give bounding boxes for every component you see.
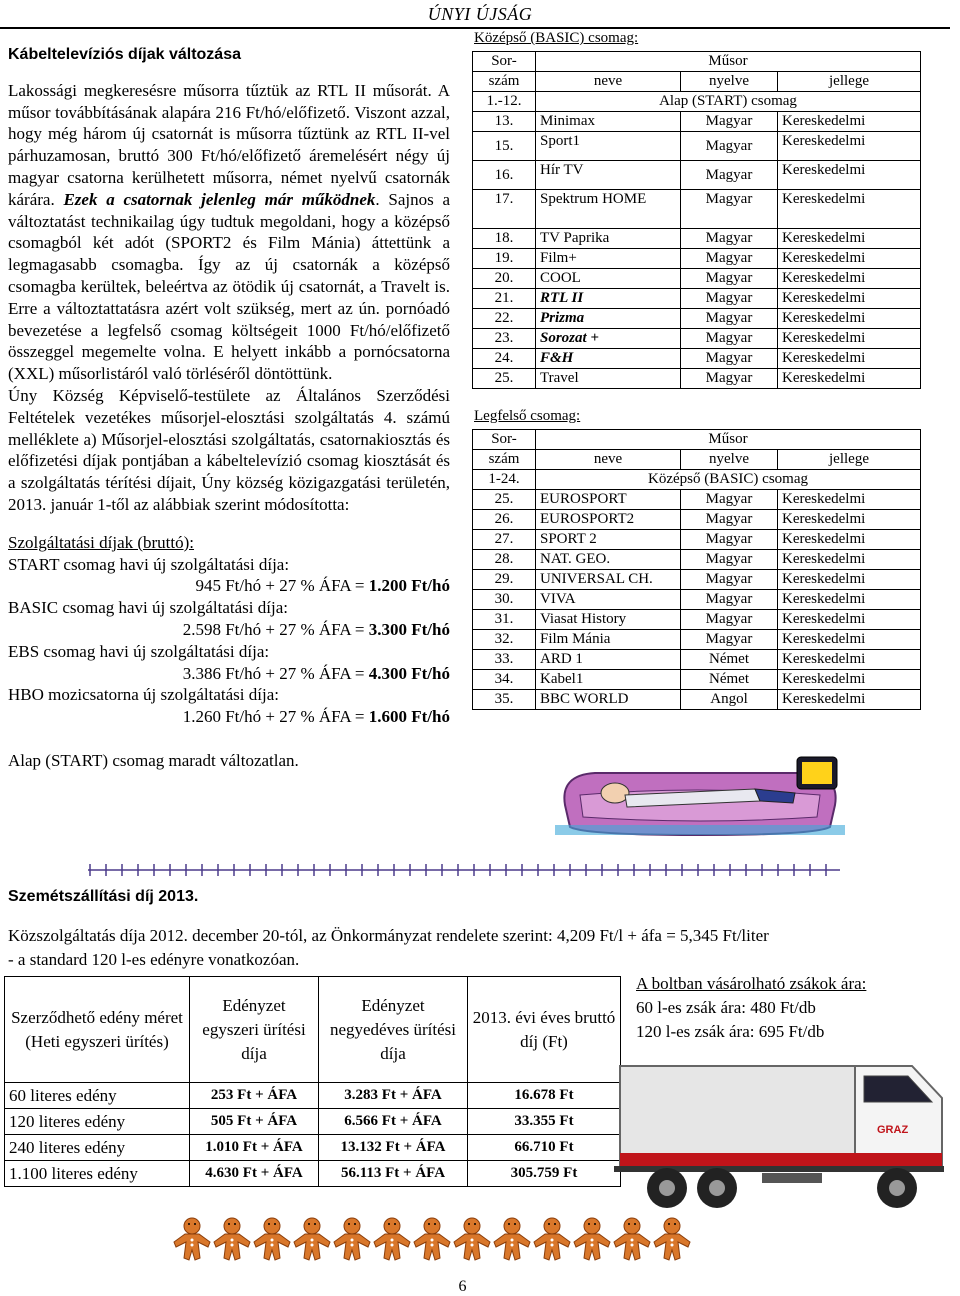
cell-name: COOL <box>536 269 681 289</box>
cell-number: 29. <box>473 570 536 590</box>
cell-number: 21. <box>473 289 536 309</box>
waste-fee-table <box>4 976 621 1187</box>
gingerbread-figure <box>494 1218 530 1260</box>
cell-name: Minimax <box>536 112 681 132</box>
header-sor: Sor- <box>473 52 536 72</box>
fee-calc <box>8 663 450 685</box>
fee-calc-text: 3.386 Ft/hó + 27 % ÁFA = <box>182 663 369 683</box>
alap-note: Alap (START) csomag maradt változatlan. <box>8 750 299 770</box>
bag-prices-title: A boltban vásárolható zsákok ára: <box>636 974 867 993</box>
cell-number: 19. <box>473 249 536 269</box>
basic-caption: Középső (BASIC) csomag: <box>474 30 639 46</box>
fee-total: 4.300 Ft/hó <box>368 663 450 683</box>
table-row <box>473 470 921 490</box>
single-fee: 505 Ft + ÁFA <box>190 1109 319 1135</box>
table-row <box>473 490 921 510</box>
cell-number: 26. <box>473 510 536 530</box>
header-szam: szám <box>473 450 536 470</box>
table-row <box>473 132 921 161</box>
cell-name: Prizma <box>536 309 681 329</box>
annual-fee: 66.710 Ft <box>468 1135 621 1161</box>
table-header-row <box>473 450 921 470</box>
cell-language: Magyar <box>681 269 778 289</box>
bin-size: 240 literes edény <box>5 1135 190 1161</box>
cell-language: Magyar <box>681 249 778 269</box>
header-musor: Műsor <box>536 430 921 450</box>
cell-number: 28. <box>473 550 536 570</box>
annual-fee: 16.678 Ft <box>468 1083 621 1109</box>
quarter-fee: 13.132 Ft + ÁFA <box>319 1135 468 1161</box>
cell-language: Magyar <box>681 161 778 190</box>
gingerbread-figure <box>334 1218 370 1260</box>
cell-name: ARD 1 <box>536 650 681 670</box>
cell-name: Hír TV <box>536 161 681 190</box>
quarter-fee: 3.283 Ft + ÁFA <box>319 1083 468 1109</box>
cell-type: Kereskedelmi <box>778 229 921 249</box>
cell-language: Magyar <box>681 309 778 329</box>
table-header-row <box>473 72 921 92</box>
fee-label: EBS csomag havi új szolgáltatási díja: <box>8 641 270 661</box>
cell-name: UNIVERSAL CH. <box>536 570 681 590</box>
table-row <box>473 369 921 389</box>
cell-name: Spektrum HOME <box>536 190 681 229</box>
gingerbread-figure <box>214 1218 250 1260</box>
article-paragraph-1 <box>8 80 450 385</box>
cell-type: Kereskedelmi <box>778 590 921 610</box>
table-row <box>5 1109 621 1135</box>
cell-type: Kereskedelmi <box>778 329 921 349</box>
fees-title: Szolgáltatási díjak (bruttó): <box>8 532 195 552</box>
single-fee: 253 Ft + ÁFA <box>190 1083 319 1109</box>
header-neve: neve <box>536 72 681 92</box>
fee-calc-text: 1.260 Ft/hó + 27 % ÁFA = <box>182 707 369 727</box>
cell-number: 23. <box>473 329 536 349</box>
header-szam: szám <box>473 72 536 92</box>
cell-type: Kereskedelmi <box>778 309 921 329</box>
table-row <box>473 329 921 349</box>
table-row <box>473 289 921 309</box>
cell-type: Kereskedelmi <box>778 570 921 590</box>
cell-name: Sorozat + <box>536 329 681 349</box>
cell-number: 25. <box>473 369 536 389</box>
cell-language: Magyar <box>681 590 778 610</box>
merged-text: Alap (START) csomag <box>536 92 921 112</box>
cell-number: 34. <box>473 670 536 690</box>
cell-language: Magyar <box>681 530 778 550</box>
cell-type: Kereskedelmi <box>778 670 921 690</box>
header-nyelve: nyelve <box>681 72 778 92</box>
header-jellege: jellege <box>778 72 921 92</box>
bin-size: 60 literes edény <box>5 1083 190 1109</box>
basic-table <box>472 51 921 389</box>
cell-number: 16. <box>473 161 536 190</box>
fees-list <box>8 554 450 728</box>
col-header-annual: 2013. évi éves bruttó díj (Ft) <box>468 977 621 1083</box>
cell-type: Kereskedelmi <box>778 289 921 309</box>
cell-type: Kereskedelmi <box>778 190 921 229</box>
annual-fee: 305.759 Ft <box>468 1161 621 1187</box>
para1-end: . Sajnos a változtatást technikailag úgy tudtuk megoldani, hogy a középső csomagból két adót (SPORT2 és Film Mánia) áttettünk a legmagasabb csomagba. Így az új csatornák a középső csomagba kerültek, beleértva az ötödik új csatornát, a Travelt is. Erre a változtattatásra azért volt szükség, mert az ún. pornóadó bevezetése a legfelső csomag költségeit 1000 Ft/hó/előfizető összeggel megemelte volna. E helyett inkább a pornócsatorna (XXL) műsorlistáról való törléséről döntöttünk. <box>8 189 451 384</box>
truck-logo: GRAZ <box>877 1124 909 1136</box>
cell-name: Film+ <box>536 249 681 269</box>
fee-calc <box>8 575 450 597</box>
cell-name: Travel <box>536 369 681 389</box>
cell-number: 18. <box>473 229 536 249</box>
cell-type: Kereskedelmi <box>778 510 921 530</box>
cell-language: Német <box>681 670 778 690</box>
single-fee: 1.010 Ft + ÁFA <box>190 1135 319 1161</box>
cell-language: Magyar <box>681 190 778 229</box>
para1-start: Lakossági megkeresésre műsorra tűztük az RTL II műsorát. A műsor továbbításának alapára 216 Ft/hó/előfizető. Viszont azzal, hogy még három új csatornát is műsorra tűztünk az RTL II-vel párhuzamosan, bruttó 300 Ft/hó/előfizető áremelésért négy új magyar csatorna kerülhetett műsorra, német nyelvű csatornák kárára. <box>8 80 450 209</box>
fee-calc <box>8 706 450 728</box>
header-nyelve: nyelve <box>681 450 778 470</box>
cell-type: Kereskedelmi <box>778 650 921 670</box>
cell-language: Magyar <box>681 349 778 369</box>
table-row <box>473 670 921 690</box>
cell-language: Magyar <box>681 229 778 249</box>
fee-calc-text: 2.598 Ft/hó + 27 % ÁFA = <box>182 619 369 639</box>
cell-language: Magyar <box>681 490 778 510</box>
cell-type: Kereskedelmi <box>778 490 921 510</box>
gingerbread-figure <box>534 1218 570 1260</box>
table-row <box>473 690 921 710</box>
top-table <box>472 429 921 710</box>
table-row <box>473 161 921 190</box>
gingerbread-figure <box>174 1218 210 1260</box>
cell-language: Magyar <box>681 289 778 309</box>
waste-rows <box>5 1083 621 1187</box>
table-row <box>473 269 921 289</box>
table-row <box>5 1135 621 1161</box>
header-sor: Sor- <box>473 430 536 450</box>
table-row <box>473 550 921 570</box>
header-musor: Műsor <box>536 52 921 72</box>
cell-number: 13. <box>473 112 536 132</box>
table-row <box>473 349 921 369</box>
table-row <box>473 112 921 132</box>
bag-prices <box>636 972 866 1044</box>
cell-type: Kereskedelmi <box>778 132 921 161</box>
page-header <box>0 0 960 28</box>
col-header-quarter: Edényzet negyedéves ürítési díja <box>319 977 468 1083</box>
cell-name: RTL II <box>536 289 681 309</box>
cell-name: NAT. GEO. <box>536 550 681 570</box>
cell-number: 32. <box>473 630 536 650</box>
cell-number: 33. <box>473 650 536 670</box>
cell-type: Kereskedelmi <box>778 349 921 369</box>
cell-type: Kereskedelmi <box>778 630 921 650</box>
fee-label: BASIC csomag havi új szolgáltatási díja: <box>8 598 288 618</box>
cell-language: Magyar <box>681 510 778 530</box>
merged-num: 1.-12. <box>473 92 536 112</box>
cell-language: Magyar <box>681 112 778 132</box>
cell-number: 22. <box>473 309 536 329</box>
cell-language: Magyar <box>681 132 778 161</box>
cell-name: Viasat History <box>536 610 681 630</box>
cell-name: Kabel1 <box>536 670 681 690</box>
cell-name: BBC WORLD <box>536 690 681 710</box>
cell-type: Kereskedelmi <box>778 269 921 289</box>
table-header-row <box>473 430 921 450</box>
table-row <box>473 610 921 630</box>
cell-name: Film Mánia <box>536 630 681 650</box>
gingerbread-decoration <box>170 1212 700 1272</box>
table-row <box>473 190 921 229</box>
cell-number: 31. <box>473 610 536 630</box>
merged-num: 1-24. <box>473 470 536 490</box>
table-row <box>473 249 921 269</box>
cell-name: TV Paprika <box>536 229 681 249</box>
cell-number: 17. <box>473 190 536 229</box>
fee-total: 1.200 Ft/hó <box>368 576 450 596</box>
cell-type: Kereskedelmi <box>778 550 921 570</box>
cell-name: EUROSPORT <box>536 490 681 510</box>
merged-text: Középső (BASIC) csomag <box>536 470 921 490</box>
bag-price-60: 60 l-es zsák ára: 480 Ft/db <box>636 998 816 1017</box>
gingerbread-figure <box>614 1218 650 1260</box>
cell-language: Német <box>681 650 778 670</box>
waste-heading: Szemétszállítási díj 2013. <box>8 888 199 905</box>
table-row <box>473 650 921 670</box>
annual-fee: 33.355 Ft <box>468 1109 621 1135</box>
table-row <box>473 590 921 610</box>
quarter-fee: 6.566 Ft + ÁFA <box>319 1109 468 1135</box>
fee-label: START csomag havi új szolgáltatási díja: <box>8 554 290 574</box>
gingerbread-figure <box>454 1218 490 1260</box>
dotted-separator <box>88 862 840 878</box>
fee-calc <box>8 619 450 641</box>
fee-label: HBO mozicsatorna új szolgáltatási díja: <box>8 685 279 705</box>
cell-type: Kereskedelmi <box>778 161 921 190</box>
header-neve: neve <box>536 450 681 470</box>
page-number: 6 <box>458 1278 467 1295</box>
cell-number: 15. <box>473 132 536 161</box>
gingerbread-figure <box>254 1218 290 1260</box>
cell-name: Sport1 <box>536 132 681 161</box>
fee-total: 1.600 Ft/hó <box>368 707 450 727</box>
cell-language: Magyar <box>681 630 778 650</box>
table-row <box>5 1083 621 1109</box>
cell-language: Magyar <box>681 570 778 590</box>
cell-language: Magyar <box>681 369 778 389</box>
channel-tables <box>472 29 960 710</box>
gingerbread-figure <box>294 1218 330 1260</box>
header-jellege: jellege <box>778 450 921 470</box>
col-header-single: Edényzet egyszeri ürítési díja <box>190 977 319 1083</box>
waste-intro-1: Közszolgáltatás díja 2012. december 20-tól, az Önkormányzat rendelete szerint: 4,209 Ft/l + áfa = 5,345 Ft/liter <box>8 926 769 945</box>
waste-intro-2: - a standard 120 l-es edényre vonatkozóan. <box>8 950 300 969</box>
waste-header-row <box>5 977 621 1083</box>
cell-name: EUROSPORT2 <box>536 510 681 530</box>
cell-number: 25. <box>473 490 536 510</box>
top-caption: Legfelső csomag: <box>474 408 581 424</box>
cell-type: Kereskedelmi <box>778 369 921 389</box>
article-paragraph-2: Úny Község Képviselő-testülete az Általános Szerződési Feltételek vezetékes műsorjel-elosztási szolgáltatás 4. számú melléklete a) Műsorjel-elosztási szolgáltatás, csatornakiosztás és előfizetési díjak pontjában a kábeltelevízió csomag kiosztását és a szolgáltatás térítési díjait, Úny község közigazgatási területén, 2013. január 1-től az alábbiak szerint módosította: <box>8 385 450 514</box>
table-row <box>473 570 921 590</box>
table-row <box>473 309 921 329</box>
cell-name: F&H <box>536 349 681 369</box>
basic-rows <box>473 112 921 389</box>
cell-language: Magyar <box>681 550 778 570</box>
bin-size: 120 literes edény <box>5 1109 190 1135</box>
cell-type: Kereskedelmi <box>778 690 921 710</box>
table-row <box>473 229 921 249</box>
cell-name: SPORT 2 <box>536 530 681 550</box>
single-fee: 4.630 Ft + ÁFA <box>190 1161 319 1187</box>
col-header-size: Szerződhető edény méret (Heti egyszeri ürítés) <box>5 977 190 1083</box>
garbage-truck-illustration <box>612 1038 957 1213</box>
table-header-row <box>473 52 921 72</box>
gingerbread-figure <box>414 1218 450 1260</box>
cell-name: VIVA <box>536 590 681 610</box>
cell-number: 27. <box>473 530 536 550</box>
table-row <box>473 92 921 112</box>
gingerbread-figure <box>574 1218 610 1260</box>
cell-number: 30. <box>473 590 536 610</box>
fee-total: 3.300 Ft/hó <box>368 619 450 639</box>
gingerbread-figure <box>654 1218 690 1260</box>
newspaper-title: ÚNYI ÚJSÁG <box>427 4 533 24</box>
table-row <box>473 510 921 530</box>
cell-number: 35. <box>473 690 536 710</box>
cell-language: Magyar <box>681 610 778 630</box>
sofa-illustration <box>555 755 845 840</box>
cell-language: Angol <box>681 690 778 710</box>
gingerbread-figure <box>374 1218 410 1260</box>
cell-number: 20. <box>473 269 536 289</box>
para1-emphasis: Ezek a csatornak jelenleg már működnek <box>63 189 376 209</box>
article-heading: Kábeltelevíziós díjak változása <box>8 46 241 63</box>
cell-type: Kereskedelmi <box>778 610 921 630</box>
table-row <box>5 1161 621 1187</box>
waste-section <box>8 888 948 972</box>
cell-number: 24. <box>473 349 536 369</box>
table-row <box>473 530 921 550</box>
cell-type: Kereskedelmi <box>778 249 921 269</box>
cell-language: Magyar <box>681 329 778 349</box>
top-rows <box>473 490 921 710</box>
cable-tv-article <box>8 44 450 772</box>
table-row <box>473 630 921 650</box>
cell-type: Kereskedelmi <box>778 530 921 550</box>
cell-type: Kereskedelmi <box>778 112 921 132</box>
bin-size: 1.100 literes edény <box>5 1161 190 1187</box>
quarter-fee: 56.113 Ft + ÁFA <box>319 1161 468 1187</box>
bag-price-120: 120 l-es zsák ára: 695 Ft/db <box>636 1022 825 1041</box>
fee-calc-text: 945 Ft/hó + 27 % ÁFA = <box>195 576 369 596</box>
